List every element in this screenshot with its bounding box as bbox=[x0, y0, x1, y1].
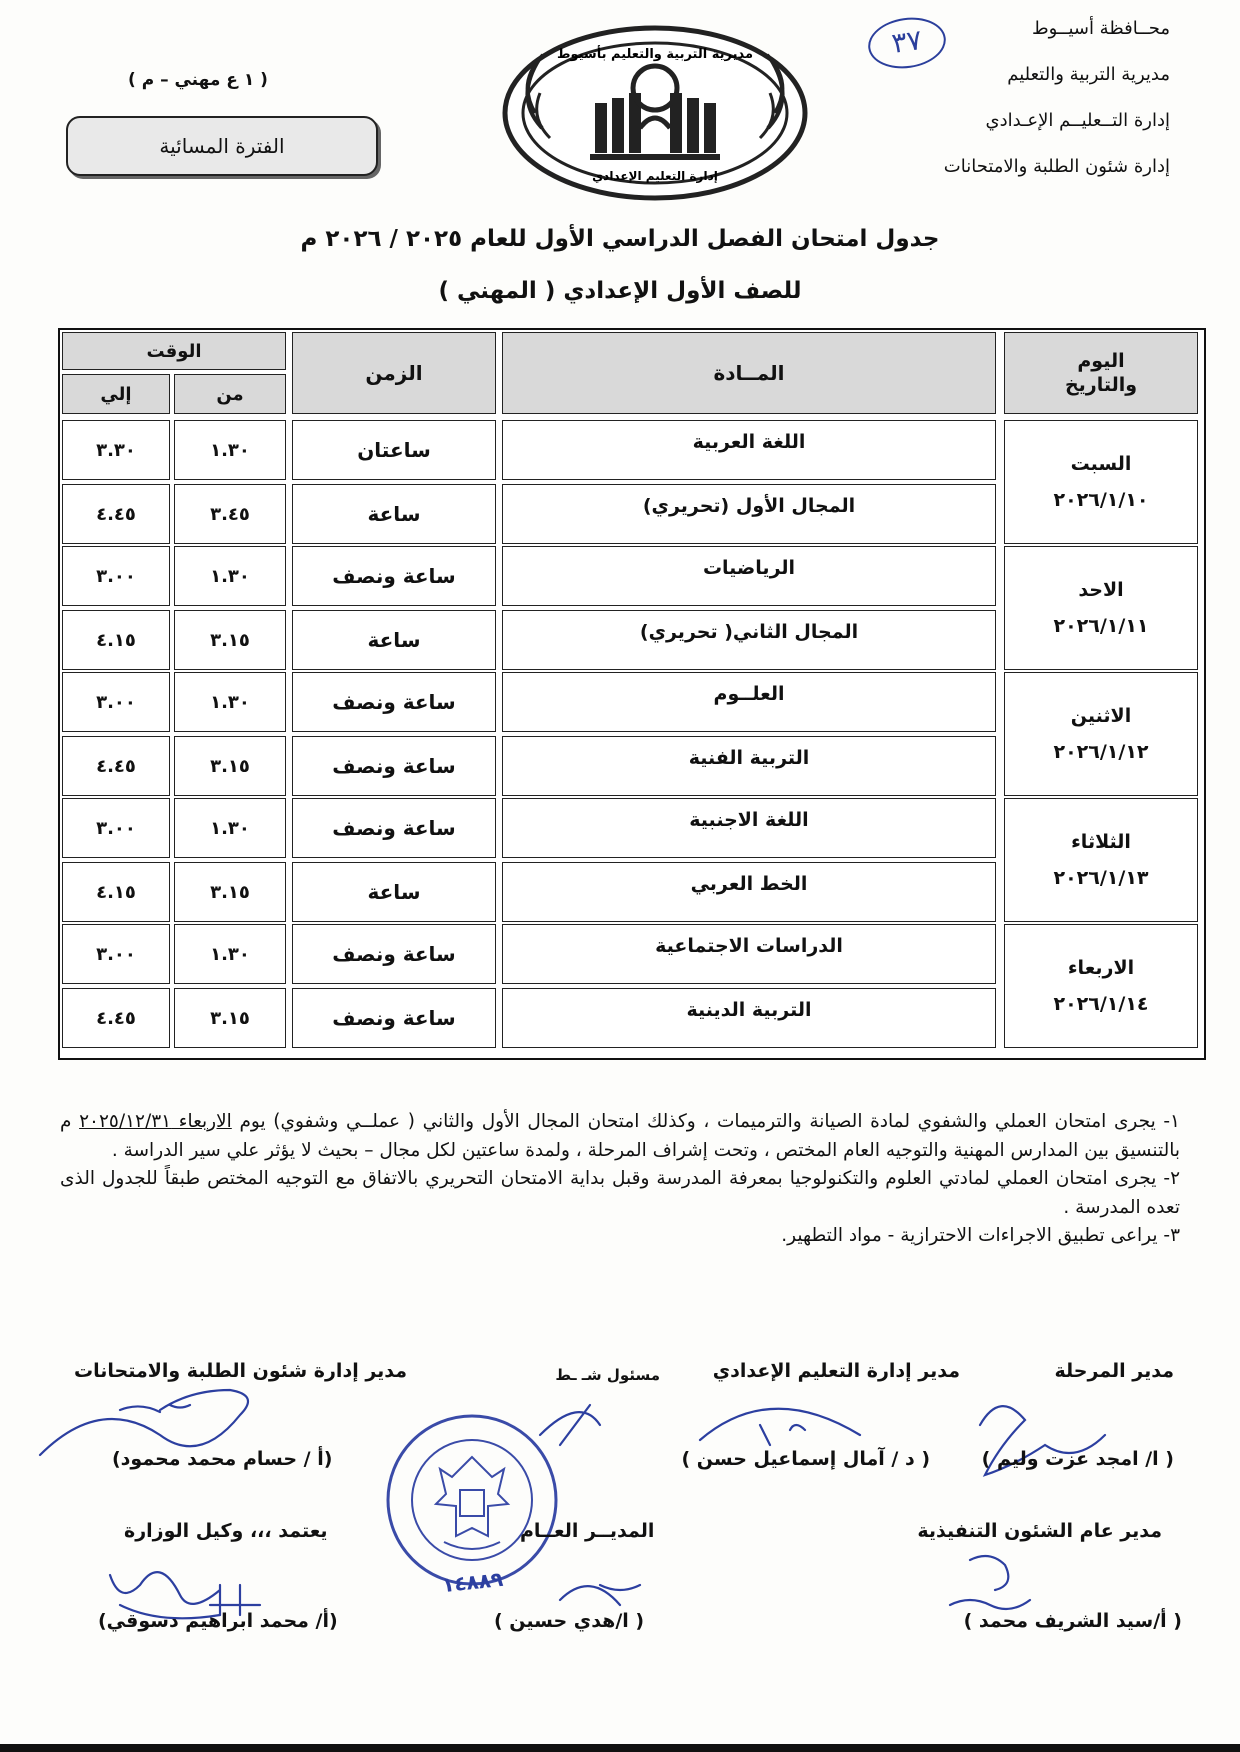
period-badge: الفترة المسائية bbox=[66, 116, 378, 176]
notes-section bbox=[60, 1108, 1180, 1251]
day-name: الاربعاء bbox=[1067, 957, 1135, 979]
day-date: ٢٠٢٦/١/١٣ bbox=[1053, 867, 1149, 889]
prep-director-name: ( د / آمال إسماعيل حسن ) bbox=[681, 1448, 930, 1470]
duration-cell: ساعة bbox=[292, 862, 496, 922]
time-from-cell: ٣.٤٥ bbox=[174, 484, 286, 544]
subject-cell: اللغة الاجنبية bbox=[502, 798, 996, 858]
time-from-cell: ٣.١٥ bbox=[174, 736, 286, 796]
undersecretary-title: يعتمد ،،، وكيل الوزارة bbox=[124, 1520, 328, 1542]
time-to-cell: ٣.٠٠ bbox=[62, 672, 170, 732]
duration-cell: ساعتان bbox=[292, 420, 496, 480]
header-duration: الزمن bbox=[292, 332, 496, 414]
note-3: ٣- يراعى تطبيق الاجراءات الاحترازية - مواد التطهير. bbox=[781, 1225, 1180, 1246]
handwritten-number: ٣٧ bbox=[865, 13, 949, 73]
note-1-part1: ١- يجرى امتحان العملي والشفوي لمادة الصيانة والترميمات ، وكذلك امتحان المجال الأول والثاني ( عملــي وشفوي) يوم bbox=[239, 1111, 1180, 1132]
time-to-cell: ٣.٣٠ bbox=[62, 420, 170, 480]
department-label: إدارة شئون الطلبة والامتحانات bbox=[943, 156, 1170, 177]
logo-top-text: مديرية التربية والتعليم بأسيوط bbox=[556, 47, 754, 62]
time-to-cell: ٣.٠٠ bbox=[62, 798, 170, 858]
duration-cell: ساعة ونصف bbox=[292, 736, 496, 796]
day-date: ٢٠٢٦/١/١٠ bbox=[1053, 489, 1149, 511]
time-from-cell: ١.٣٠ bbox=[174, 798, 286, 858]
subject-cell: الدراسات الاجتماعية bbox=[502, 924, 996, 984]
duration-cell: ساعة ونصف bbox=[292, 798, 496, 858]
day-cell bbox=[1004, 798, 1198, 922]
schedule-subtitle: للصف الأول الإعدادي ( المهني ) bbox=[438, 278, 802, 304]
time-from-cell: ٣.١٥ bbox=[174, 988, 286, 1048]
governorate-label: محــافظة أسيــوط bbox=[1031, 18, 1170, 39]
schedule-title: جدول امتحان الفصل الدراسي الأول للعام ٢٠٢٥ / ٢٠٢٦ م bbox=[300, 226, 940, 252]
stage-director-title: مدير المرحلة bbox=[1054, 1360, 1174, 1382]
header-day-date bbox=[1004, 332, 1198, 414]
duration-cell: ساعة ونصف bbox=[292, 546, 496, 606]
seal-serial-number: ١٤٨٨٩ bbox=[440, 1566, 505, 1598]
day-date: ٢٠٢٦/١/١٤ bbox=[1053, 993, 1149, 1015]
duration-cell: ساعة ونصف bbox=[292, 924, 496, 984]
affairs-director-title: مدير إدارة شئون الطلبة والامتحانات bbox=[74, 1360, 408, 1382]
section-officer-label: مسئول شـ ـط bbox=[555, 1366, 660, 1384]
day-cell bbox=[1004, 420, 1198, 544]
duration-cell: ساعة ونصف bbox=[292, 672, 496, 732]
exam-schedule-table bbox=[58, 328, 1206, 1060]
header-time: الوقت bbox=[62, 332, 286, 370]
prep-director-title: مدير إدارة التعليم الإعدادي bbox=[712, 1360, 960, 1382]
time-from-cell: ١.٣٠ bbox=[174, 924, 286, 984]
directorate-logo-icon bbox=[490, 18, 820, 208]
duration-cell: ساعة bbox=[292, 610, 496, 670]
duration-cell: ساعة ونصف bbox=[292, 988, 496, 1048]
general-director-title: المديــر العــام bbox=[520, 1520, 655, 1542]
scan-bottom-edge bbox=[0, 1744, 1240, 1752]
time-from-cell: ٣.١٥ bbox=[174, 862, 286, 922]
day-cell bbox=[1004, 672, 1198, 796]
note-1 bbox=[60, 1108, 1180, 1165]
time-from-cell: ١.٣٠ bbox=[174, 420, 286, 480]
stage-director-name: ( ا/ امجد عزت وليم ) bbox=[981, 1448, 1174, 1470]
time-to-cell: ٤.٤٥ bbox=[62, 484, 170, 544]
day-date: ٢٠٢٦/١/١١ bbox=[1053, 615, 1149, 637]
subject-cell: اللغة العربية bbox=[502, 420, 996, 480]
subject-cell: التربية الفنية bbox=[502, 736, 996, 796]
header-day: اليوم bbox=[1077, 350, 1125, 372]
time-from-cell: ١.٣٠ bbox=[174, 546, 286, 606]
duration-cell: ساعة bbox=[292, 484, 496, 544]
header-date: والتاريخ bbox=[1064, 374, 1138, 396]
time-to-cell: ٤.١٥ bbox=[62, 862, 170, 922]
signatures-ink-row1 bbox=[0, 1385, 1240, 1485]
subject-cell: الرياضيات bbox=[502, 546, 996, 606]
day-name: الثلاثاء bbox=[1071, 831, 1131, 853]
note-1-date: الاربعاء ٢٠٢٥/١٢/٣١ bbox=[79, 1111, 232, 1132]
directorate-label: مديرية التربية والتعليم bbox=[1007, 64, 1170, 85]
logo-bottom-text: إدارة التعليم الإعدادي bbox=[592, 169, 718, 183]
day-date: ٢٠٢٦/١/١٢ bbox=[1053, 741, 1149, 763]
day-name: السبت bbox=[1070, 453, 1132, 475]
grade-code-label: ( ١ ع مهني – م ) bbox=[128, 70, 268, 90]
general-director-name: ( ا/هدي حسين ) bbox=[494, 1610, 645, 1632]
subject-cell: العلــوم bbox=[502, 672, 996, 732]
time-to-cell: ٤.٤٥ bbox=[62, 736, 170, 796]
day-cell bbox=[1004, 546, 1198, 670]
time-to-cell: ٣.٠٠ bbox=[62, 924, 170, 984]
undersecretary-name: (أ/ محمد ابراهيم دسوقي) bbox=[98, 1610, 338, 1632]
subject-cell: المجال الأول (تحريري) bbox=[502, 484, 996, 544]
time-to-cell: ٣.٠٠ bbox=[62, 546, 170, 606]
time-from-cell: ٣.١٥ bbox=[174, 610, 286, 670]
time-to-cell: ٤.١٥ bbox=[62, 610, 170, 670]
subject-cell: التربية الدينية bbox=[502, 988, 996, 1048]
header-subject: المــادة bbox=[502, 332, 996, 414]
note-2: ٢- يجرى امتحان العملي لمادتي العلوم والتكنولوجيا بمعرفة المدرسة وقبل بداية الامتحان التحريري بالاتفاق مع التوجيه المختص طبقاً للجدول الذى تعده المدرسة . bbox=[60, 1168, 1180, 1218]
administration-label: إدارة التــعليــم الإعـدادي bbox=[985, 110, 1170, 131]
subject-cell: المجال الثاني( تحريري) bbox=[502, 610, 996, 670]
subject-cell: الخط العربي bbox=[502, 862, 996, 922]
time-to-cell: ٤.٤٥ bbox=[62, 988, 170, 1048]
day-name: الاثنين bbox=[1070, 705, 1132, 727]
header-from: من bbox=[174, 374, 286, 414]
time-from-cell: ١.٣٠ bbox=[174, 672, 286, 732]
day-name: الاحد bbox=[1078, 579, 1124, 601]
exec-director-title: مدير عام الشئون التنفيذية bbox=[917, 1520, 1162, 1542]
affairs-director-name: (أ / حسام محمد محمود) bbox=[112, 1448, 333, 1470]
day-cell bbox=[1004, 924, 1198, 1048]
exec-director-name: ( أ/سيد الشريف محمد ) bbox=[963, 1610, 1182, 1632]
header-to: إلي bbox=[62, 374, 170, 414]
note-1-part2: م بالتنسيق بين المدارس المهنية والتوجيه العام المختص ، وتحت إشراف المرحلة ، ولمدة ساعتين لكل مجال – بحيث لا يؤثر علي سير الدراسة . bbox=[60, 1111, 1180, 1161]
